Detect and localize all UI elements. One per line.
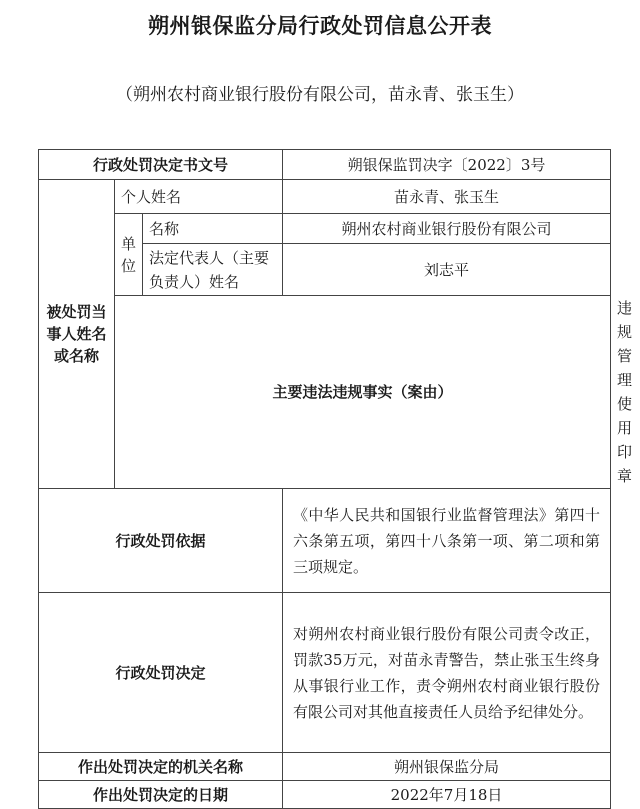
table-row-person [39, 180, 611, 214]
unit-label: 单位 [115, 214, 143, 296]
unit-name-value: 朔州农村商业银行股份有限公司 [283, 214, 611, 244]
authority-label: 作出处罚决定的机关名称 [39, 753, 283, 781]
doc-no-label: 行政处罚决定书文号 [39, 150, 283, 180]
page-subtitle: （朔州农村商业银行股份有限公司，苗永青、张玉生） [116, 85, 524, 105]
table-row-facts: 主要违法违规事实（案由） 违规管理使用印章 [39, 296, 611, 489]
table-row-unit-name [39, 214, 611, 244]
page-title: 朔州银保监分局行政处罚信息公开表 [148, 14, 492, 38]
decision-label: 行政处罚决定 [39, 593, 283, 753]
table-row-date [39, 781, 611, 809]
legal-rep-value: 刘志平 [283, 244, 611, 296]
basis-value: 《中华人民共和国银行业监督管理法》第四十六条第五项，第四十八条第一项、第二项和第三项规定。 [283, 489, 611, 593]
basis-label: 行政处罚依据 [39, 489, 283, 593]
facts-label: 主要违法违规事实（案由） [115, 296, 611, 489]
date-label: 作出处罚决定的日期 [39, 781, 283, 809]
penalty-info-table [38, 149, 633, 809]
party-label: 被处罚当事人姓名或名称 [39, 180, 115, 489]
table-row-authority [39, 753, 611, 781]
table-row-decision [39, 593, 611, 753]
table-row-doc-no [39, 150, 611, 180]
person-value: 苗永青、张玉生 [283, 180, 611, 214]
decision-value: 对朔州农村商业银行股份有限公司责令改正，罚款35万元，对苗永青警告，禁止张玉生终身从事银行业工作，责令朔州农村商业银行股份有限公司对其他直接责任人员给予纪律处分。 [283, 593, 611, 753]
legal-rep-label: 法定代表人（主要负责人）姓名 [143, 244, 283, 296]
doc-no-value: 朔银保监罚决字〔2022〕3号 [283, 150, 611, 180]
person-label: 个人姓名 [115, 180, 283, 214]
authority-value: 朔州银保监分局 [283, 753, 611, 781]
unit-name-label: 名称 [143, 214, 283, 244]
table-row-basis [39, 489, 611, 593]
date-value: 2022年7月18日 [283, 781, 611, 809]
